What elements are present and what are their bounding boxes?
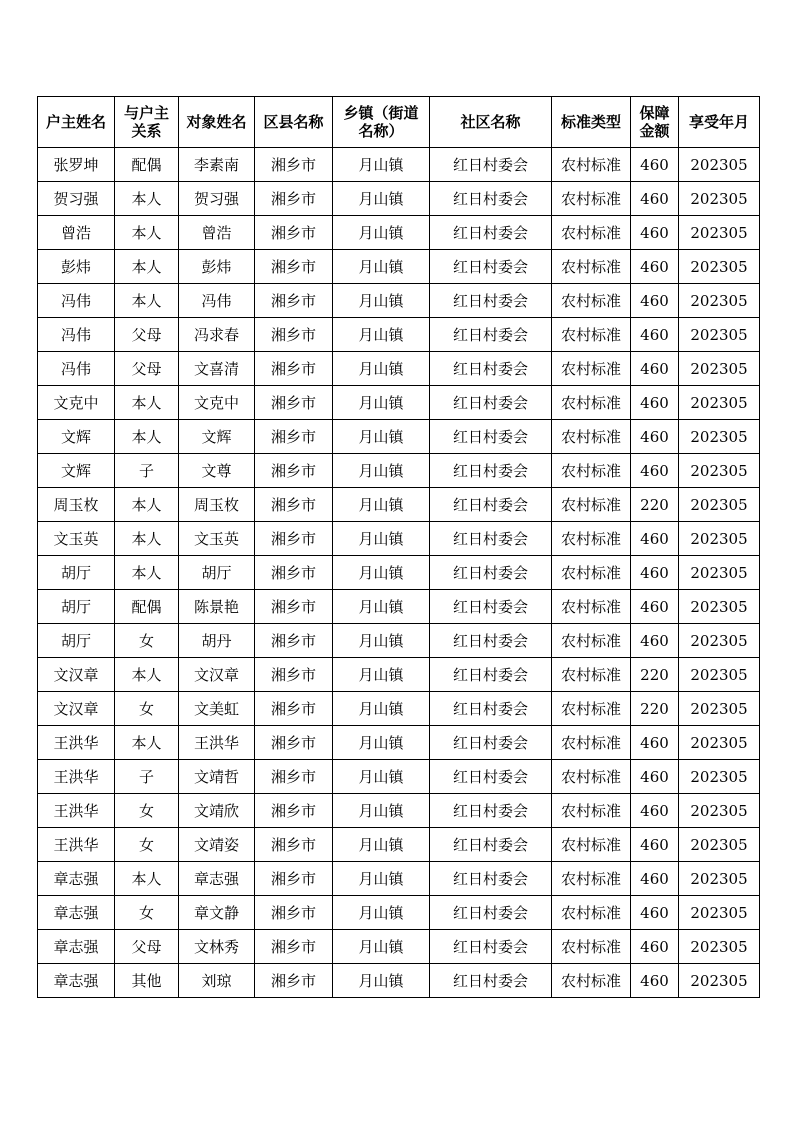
cell-household-head: 文汉章 bbox=[38, 692, 115, 726]
cell-relationship: 女 bbox=[115, 828, 179, 862]
cell-recipient-name: 冯求春 bbox=[179, 318, 255, 352]
cell-recipient-name: 文靖姿 bbox=[179, 828, 255, 862]
cell-community: 红日村委会 bbox=[430, 250, 552, 284]
cell-period: 202305 bbox=[679, 284, 760, 318]
cell-county: 湘乡市 bbox=[255, 182, 333, 216]
cell-community: 红日村委会 bbox=[430, 318, 552, 352]
cell-standard-type: 农村标准 bbox=[552, 522, 631, 556]
cell-period: 202305 bbox=[679, 386, 760, 420]
cell-household-head: 冯伟 bbox=[38, 318, 115, 352]
cell-recipient-name: 文靖哲 bbox=[179, 760, 255, 794]
cell-township: 月山镇 bbox=[333, 216, 430, 250]
cell-community: 红日村委会 bbox=[430, 658, 552, 692]
cell-recipient-name: 胡丹 bbox=[179, 624, 255, 658]
cell-period: 202305 bbox=[679, 250, 760, 284]
table-row bbox=[38, 726, 760, 760]
cell-recipient-name: 冯伟 bbox=[179, 284, 255, 318]
cell-relationship: 配偶 bbox=[115, 590, 179, 624]
cell-amount: 460 bbox=[631, 420, 679, 454]
cell-community: 红日村委会 bbox=[430, 624, 552, 658]
cell-household-head: 冯伟 bbox=[38, 352, 115, 386]
cell-community: 红日村委会 bbox=[430, 828, 552, 862]
cell-amount: 460 bbox=[631, 148, 679, 182]
cell-period: 202305 bbox=[679, 862, 760, 896]
header-row bbox=[38, 97, 760, 148]
cell-township: 月山镇 bbox=[333, 726, 430, 760]
cell-amount: 460 bbox=[631, 726, 679, 760]
cell-county: 湘乡市 bbox=[255, 284, 333, 318]
cell-relationship: 其他 bbox=[115, 964, 179, 998]
cell-township: 月山镇 bbox=[333, 250, 430, 284]
cell-standard-type: 农村标准 bbox=[552, 318, 631, 352]
cell-county: 湘乡市 bbox=[255, 556, 333, 590]
cell-relationship: 父母 bbox=[115, 318, 179, 352]
cell-amount: 460 bbox=[631, 794, 679, 828]
cell-community: 红日村委会 bbox=[430, 794, 552, 828]
cell-county: 湘乡市 bbox=[255, 318, 333, 352]
cell-community: 红日村委会 bbox=[430, 386, 552, 420]
header-standard-type: 标准类型 bbox=[552, 97, 631, 148]
header-recipient-name: 对象姓名 bbox=[179, 97, 255, 148]
cell-township: 月山镇 bbox=[333, 556, 430, 590]
cell-amount: 460 bbox=[631, 556, 679, 590]
cell-community: 红日村委会 bbox=[430, 930, 552, 964]
cell-community: 红日村委会 bbox=[430, 488, 552, 522]
cell-township: 月山镇 bbox=[333, 386, 430, 420]
cell-county: 湘乡市 bbox=[255, 760, 333, 794]
cell-township: 月山镇 bbox=[333, 896, 430, 930]
table-row bbox=[38, 216, 760, 250]
cell-relationship: 父母 bbox=[115, 930, 179, 964]
cell-recipient-name: 王洪华 bbox=[179, 726, 255, 760]
cell-standard-type: 农村标准 bbox=[552, 760, 631, 794]
table-row bbox=[38, 182, 760, 216]
cell-household-head: 胡厅 bbox=[38, 556, 115, 590]
cell-township: 月山镇 bbox=[333, 522, 430, 556]
cell-period: 202305 bbox=[679, 794, 760, 828]
cell-county: 湘乡市 bbox=[255, 386, 333, 420]
cell-recipient-name: 李素南 bbox=[179, 148, 255, 182]
cell-relationship: 配偶 bbox=[115, 148, 179, 182]
cell-period: 202305 bbox=[679, 420, 760, 454]
header-community: 社区名称 bbox=[430, 97, 552, 148]
cell-period: 202305 bbox=[679, 590, 760, 624]
cell-household-head: 曾浩 bbox=[38, 216, 115, 250]
table-row bbox=[38, 930, 760, 964]
cell-community: 红日村委会 bbox=[430, 352, 552, 386]
cell-household-head: 胡厅 bbox=[38, 624, 115, 658]
cell-relationship: 女 bbox=[115, 692, 179, 726]
cell-county: 湘乡市 bbox=[255, 930, 333, 964]
cell-standard-type: 农村标准 bbox=[552, 692, 631, 726]
cell-county: 湘乡市 bbox=[255, 454, 333, 488]
cell-community: 红日村委会 bbox=[430, 862, 552, 896]
cell-township: 月山镇 bbox=[333, 794, 430, 828]
cell-amount: 460 bbox=[631, 522, 679, 556]
cell-county: 湘乡市 bbox=[255, 726, 333, 760]
table-row bbox=[38, 692, 760, 726]
cell-standard-type: 农村标准 bbox=[552, 930, 631, 964]
cell-standard-type: 农村标准 bbox=[552, 828, 631, 862]
cell-county: 湘乡市 bbox=[255, 828, 333, 862]
cell-household-head: 王洪华 bbox=[38, 794, 115, 828]
table-row bbox=[38, 556, 760, 590]
cell-standard-type: 农村标准 bbox=[552, 794, 631, 828]
cell-period: 202305 bbox=[679, 352, 760, 386]
cell-period: 202305 bbox=[679, 760, 760, 794]
cell-amount: 460 bbox=[631, 930, 679, 964]
header-household-head: 户主姓名 bbox=[38, 97, 115, 148]
cell-recipient-name: 文靖欣 bbox=[179, 794, 255, 828]
assistance-table bbox=[37, 96, 760, 998]
cell-community: 红日村委会 bbox=[430, 692, 552, 726]
table-row bbox=[38, 454, 760, 488]
cell-county: 湘乡市 bbox=[255, 862, 333, 896]
table-row bbox=[38, 624, 760, 658]
cell-standard-type: 农村标准 bbox=[552, 148, 631, 182]
cell-community: 红日村委会 bbox=[430, 590, 552, 624]
header-relationship: 与户主 关系 bbox=[115, 97, 179, 148]
cell-standard-type: 农村标准 bbox=[552, 590, 631, 624]
cell-standard-type: 农村标准 bbox=[552, 726, 631, 760]
cell-township: 月山镇 bbox=[333, 148, 430, 182]
cell-recipient-name: 胡厅 bbox=[179, 556, 255, 590]
cell-amount: 460 bbox=[631, 318, 679, 352]
cell-community: 红日村委会 bbox=[430, 182, 552, 216]
cell-relationship: 女 bbox=[115, 624, 179, 658]
cell-recipient-name: 周玉枚 bbox=[179, 488, 255, 522]
cell-county: 湘乡市 bbox=[255, 624, 333, 658]
cell-household-head: 胡厅 bbox=[38, 590, 115, 624]
cell-recipient-name: 文林秀 bbox=[179, 930, 255, 964]
cell-township: 月山镇 bbox=[333, 284, 430, 318]
table-row bbox=[38, 658, 760, 692]
cell-county: 湘乡市 bbox=[255, 590, 333, 624]
header-township: 乡镇（街道 名称） bbox=[333, 97, 430, 148]
cell-standard-type: 农村标准 bbox=[552, 454, 631, 488]
table-row bbox=[38, 522, 760, 556]
table-row bbox=[38, 862, 760, 896]
cell-household-head: 王洪华 bbox=[38, 828, 115, 862]
cell-standard-type: 农村标准 bbox=[552, 284, 631, 318]
cell-community: 红日村委会 bbox=[430, 148, 552, 182]
cell-amount: 460 bbox=[631, 284, 679, 318]
table-row bbox=[38, 896, 760, 930]
cell-community: 红日村委会 bbox=[430, 454, 552, 488]
cell-household-head: 王洪华 bbox=[38, 726, 115, 760]
cell-county: 湘乡市 bbox=[255, 148, 333, 182]
cell-county: 湘乡市 bbox=[255, 216, 333, 250]
cell-recipient-name: 贺习强 bbox=[179, 182, 255, 216]
cell-community: 红日村委会 bbox=[430, 216, 552, 250]
cell-amount: 460 bbox=[631, 828, 679, 862]
cell-relationship: 父母 bbox=[115, 352, 179, 386]
cell-standard-type: 农村标准 bbox=[552, 658, 631, 692]
cell-period: 202305 bbox=[679, 624, 760, 658]
table-row bbox=[38, 964, 760, 998]
cell-relationship: 本人 bbox=[115, 522, 179, 556]
cell-county: 湘乡市 bbox=[255, 794, 333, 828]
cell-community: 红日村委会 bbox=[430, 522, 552, 556]
table-row bbox=[38, 420, 760, 454]
cell-amount: 460 bbox=[631, 964, 679, 998]
cell-standard-type: 农村标准 bbox=[552, 556, 631, 590]
cell-period: 202305 bbox=[679, 454, 760, 488]
table-row bbox=[38, 386, 760, 420]
cell-standard-type: 农村标准 bbox=[552, 420, 631, 454]
cell-household-head: 章志强 bbox=[38, 930, 115, 964]
table-row bbox=[38, 794, 760, 828]
cell-township: 月山镇 bbox=[333, 930, 430, 964]
cell-amount: 460 bbox=[631, 896, 679, 930]
cell-household-head: 章志强 bbox=[38, 896, 115, 930]
cell-amount: 460 bbox=[631, 624, 679, 658]
cell-period: 202305 bbox=[679, 828, 760, 862]
cell-household-head: 文汉章 bbox=[38, 658, 115, 692]
cell-township: 月山镇 bbox=[333, 590, 430, 624]
header-amount: 保障 金额 bbox=[631, 97, 679, 148]
cell-relationship: 本人 bbox=[115, 862, 179, 896]
cell-recipient-name: 文克中 bbox=[179, 386, 255, 420]
table-row bbox=[38, 148, 760, 182]
cell-amount: 220 bbox=[631, 658, 679, 692]
cell-recipient-name: 陈景艳 bbox=[179, 590, 255, 624]
cell-county: 湘乡市 bbox=[255, 964, 333, 998]
cell-county: 湘乡市 bbox=[255, 896, 333, 930]
cell-standard-type: 农村标准 bbox=[552, 182, 631, 216]
cell-recipient-name: 刘琼 bbox=[179, 964, 255, 998]
cell-period: 202305 bbox=[679, 930, 760, 964]
cell-household-head: 彭炜 bbox=[38, 250, 115, 284]
cell-household-head: 张罗坤 bbox=[38, 148, 115, 182]
cell-period: 202305 bbox=[679, 896, 760, 930]
cell-amount: 460 bbox=[631, 760, 679, 794]
cell-period: 202305 bbox=[679, 522, 760, 556]
cell-relationship: 本人 bbox=[115, 726, 179, 760]
cell-relationship: 本人 bbox=[115, 488, 179, 522]
cell-recipient-name: 彭炜 bbox=[179, 250, 255, 284]
cell-household-head: 章志强 bbox=[38, 964, 115, 998]
cell-household-head: 周玉枚 bbox=[38, 488, 115, 522]
cell-period: 202305 bbox=[679, 318, 760, 352]
table-row bbox=[38, 590, 760, 624]
cell-relationship: 女 bbox=[115, 794, 179, 828]
cell-period: 202305 bbox=[679, 556, 760, 590]
cell-relationship: 女 bbox=[115, 896, 179, 930]
cell-amount: 460 bbox=[631, 182, 679, 216]
cell-amount: 220 bbox=[631, 692, 679, 726]
cell-period: 202305 bbox=[679, 726, 760, 760]
cell-recipient-name: 曾浩 bbox=[179, 216, 255, 250]
cell-household-head: 章志强 bbox=[38, 862, 115, 896]
cell-township: 月山镇 bbox=[333, 454, 430, 488]
cell-standard-type: 农村标准 bbox=[552, 250, 631, 284]
cell-township: 月山镇 bbox=[333, 624, 430, 658]
table-row bbox=[38, 828, 760, 862]
cell-township: 月山镇 bbox=[333, 658, 430, 692]
cell-period: 202305 bbox=[679, 658, 760, 692]
cell-recipient-name: 文喜清 bbox=[179, 352, 255, 386]
cell-township: 月山镇 bbox=[333, 420, 430, 454]
cell-period: 202305 bbox=[679, 182, 760, 216]
cell-community: 红日村委会 bbox=[430, 964, 552, 998]
cell-relationship: 子 bbox=[115, 760, 179, 794]
cell-township: 月山镇 bbox=[333, 828, 430, 862]
cell-township: 月山镇 bbox=[333, 488, 430, 522]
cell-recipient-name: 章志强 bbox=[179, 862, 255, 896]
cell-community: 红日村委会 bbox=[430, 420, 552, 454]
cell-household-head: 贺习强 bbox=[38, 182, 115, 216]
cell-recipient-name: 文玉英 bbox=[179, 522, 255, 556]
cell-community: 红日村委会 bbox=[430, 896, 552, 930]
cell-county: 湘乡市 bbox=[255, 250, 333, 284]
cell-relationship: 本人 bbox=[115, 250, 179, 284]
cell-recipient-name: 文辉 bbox=[179, 420, 255, 454]
cell-period: 202305 bbox=[679, 216, 760, 250]
cell-county: 湘乡市 bbox=[255, 420, 333, 454]
table-row bbox=[38, 760, 760, 794]
cell-relationship: 子 bbox=[115, 454, 179, 488]
cell-recipient-name: 文汉章 bbox=[179, 658, 255, 692]
cell-relationship: 本人 bbox=[115, 420, 179, 454]
cell-county: 湘乡市 bbox=[255, 522, 333, 556]
header-county: 区县名称 bbox=[255, 97, 333, 148]
cell-standard-type: 农村标准 bbox=[552, 386, 631, 420]
cell-county: 湘乡市 bbox=[255, 658, 333, 692]
cell-period: 202305 bbox=[679, 488, 760, 522]
cell-standard-type: 农村标准 bbox=[552, 488, 631, 522]
cell-community: 红日村委会 bbox=[430, 556, 552, 590]
cell-relationship: 本人 bbox=[115, 182, 179, 216]
cell-amount: 220 bbox=[631, 488, 679, 522]
table-row bbox=[38, 488, 760, 522]
table-row bbox=[38, 250, 760, 284]
cell-amount: 460 bbox=[631, 250, 679, 284]
cell-amount: 460 bbox=[631, 386, 679, 420]
cell-relationship: 本人 bbox=[115, 658, 179, 692]
cell-amount: 460 bbox=[631, 862, 679, 896]
cell-period: 202305 bbox=[679, 692, 760, 726]
cell-standard-type: 农村标准 bbox=[552, 964, 631, 998]
cell-recipient-name: 文美虹 bbox=[179, 692, 255, 726]
cell-county: 湘乡市 bbox=[255, 352, 333, 386]
cell-township: 月山镇 bbox=[333, 760, 430, 794]
cell-community: 红日村委会 bbox=[430, 760, 552, 794]
cell-standard-type: 农村标准 bbox=[552, 216, 631, 250]
cell-standard-type: 农村标准 bbox=[552, 352, 631, 386]
table-body bbox=[38, 148, 760, 998]
cell-household-head: 文辉 bbox=[38, 420, 115, 454]
cell-relationship: 本人 bbox=[115, 556, 179, 590]
cell-relationship: 本人 bbox=[115, 284, 179, 318]
cell-period: 202305 bbox=[679, 964, 760, 998]
cell-township: 月山镇 bbox=[333, 318, 430, 352]
cell-community: 红日村委会 bbox=[430, 284, 552, 318]
table-row bbox=[38, 284, 760, 318]
cell-household-head: 文克中 bbox=[38, 386, 115, 420]
cell-county: 湘乡市 bbox=[255, 692, 333, 726]
cell-township: 月山镇 bbox=[333, 352, 430, 386]
cell-relationship: 本人 bbox=[115, 216, 179, 250]
cell-recipient-name: 文尊 bbox=[179, 454, 255, 488]
cell-township: 月山镇 bbox=[333, 964, 430, 998]
cell-household-head: 文玉英 bbox=[38, 522, 115, 556]
cell-standard-type: 农村标准 bbox=[552, 624, 631, 658]
cell-amount: 460 bbox=[631, 216, 679, 250]
cell-township: 月山镇 bbox=[333, 692, 430, 726]
cell-standard-type: 农村标准 bbox=[552, 862, 631, 896]
cell-household-head: 王洪华 bbox=[38, 760, 115, 794]
cell-period: 202305 bbox=[679, 148, 760, 182]
cell-household-head: 冯伟 bbox=[38, 284, 115, 318]
table-row bbox=[38, 352, 760, 386]
cell-standard-type: 农村标准 bbox=[552, 896, 631, 930]
cell-township: 月山镇 bbox=[333, 182, 430, 216]
cell-community: 红日村委会 bbox=[430, 726, 552, 760]
cell-amount: 460 bbox=[631, 454, 679, 488]
cell-relationship: 本人 bbox=[115, 386, 179, 420]
cell-household-head: 文辉 bbox=[38, 454, 115, 488]
cell-amount: 460 bbox=[631, 352, 679, 386]
table-row bbox=[38, 318, 760, 352]
cell-county: 湘乡市 bbox=[255, 488, 333, 522]
cell-township: 月山镇 bbox=[333, 862, 430, 896]
cell-recipient-name: 章文静 bbox=[179, 896, 255, 930]
cell-amount: 460 bbox=[631, 590, 679, 624]
header-period: 享受年月 bbox=[679, 97, 760, 148]
